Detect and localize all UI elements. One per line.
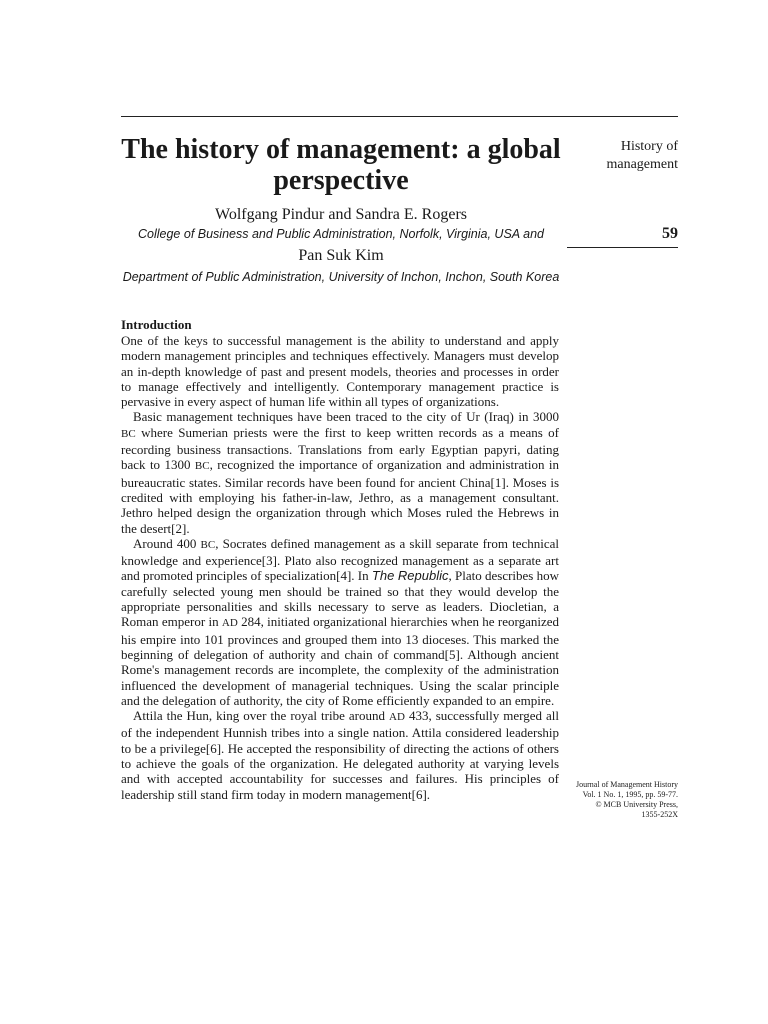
p3-text-a: Around 400 [133,535,197,551]
section-heading: Introduction [121,317,192,332]
p3-text-b: , Socrates defined management as a skill separate from technical knowledge and experience[3]. Plato also recognized management as a separate art and promoted principles of specialization[4]. In [121,535,560,584]
journal-name: Journal of Management History [576,780,678,789]
ad-abbr: AD [221,617,238,630]
paragraph-1: One of the keys to successful management is the ability to understand and apply modern management principles and techniques effectively. Managers must develop an in-depth knowledge of past and present models, theories and processes in order to manage effectively and intelligently. Contemporary management practice is pervasive in every aspect of human life within all types of organizations. [121,333,559,410]
bc-abbr: BC [121,427,136,440]
author-3: Pan Suk Kim [298,247,384,264]
paragraph-3 [121,536,559,708]
p4-text-a: Attila the Hun, king over the royal tribe around [133,708,385,724]
running-head-line2: management [606,157,678,172]
p2-text-b: where Sumerian priests were the first to keep written records as a means of recording business transactions. Translations from early Egyptian papyri, dating back to 1300 [121,424,559,473]
journal-publisher: © MCB University Press, [595,800,678,809]
ad-abbr: AD [389,711,405,724]
journal-issn: 1355-252X [641,810,678,819]
p2-text-c: , recognized the importance of organization and administration in bureaucratic states. Similar records have been found for ancient China[1]. Moses is credited with employing his father-in-law, Jethro, as a management consultant. Jethro helped design the organization through which Moses ruled the Hebrews in the desert[2]. [121,457,559,536]
bc-abbr: BC [194,460,210,473]
journal-volume: Vol. 1 No. 1, 1995, pp. 59-77. [582,790,678,799]
p2-text-a: Basic management techniques have been traced to the city of Ur (Iraq) in 3000 [133,409,559,425]
affiliation-2: Department of Public Administration, University of Inchon, Inchon, South Korea [122,270,560,284]
paragraph-2 [121,409,559,535]
bc-abbr: BC [200,538,216,551]
top-rule [121,116,678,117]
running-head [578,138,678,174]
paragraph-4 [121,708,559,802]
running-head-line1: History of [620,139,678,154]
p4-text-b: 433, successfully merged all of the independent Hunnish tribes into a single nation. Attila considered leadership to be a privilege[6]. He accepted the responsibility of directing the actions of others to achieve the goals of the organization. He delegated authority at varying levels and with accepted accountability for successes and failures. His principles of leadership still stand firm today in modern management[6]. [121,708,560,802]
p3-text-d: 284, initiated organizational hierarchies when he reorganized his empire into 101 provinces and grouped them into 13 dioceses. This marked the beginning of delegation of authority and chain of command[5]. Although ancient Rome's management records are incomplete, the complexity of the administration influenced the development of managerial techniques. Using the scalar principle and the delegation of authority, the city of Rome efficiently expanded to an empire. [121,614,559,708]
p3-text-c: , Plato describes how carefully selected young men should be trained so that they would develop the appropriate personalities and skills necessary to serve as leaders. Diocletian, a Roman emperor in [121,568,559,630]
journal-info [560,780,678,820]
authors: Wolfgang Pindur and Sandra E. Rogers [215,206,467,223]
book-title-italic: The Republic [371,568,449,584]
page-number: 59 [662,225,678,242]
article-body [121,317,559,802]
affiliation-1: College of Business and Public Administration, Norfolk, Virginia, USA and [138,227,544,241]
side-rule [567,247,678,248]
article-title: The history of management: a global perspective [121,134,561,196]
